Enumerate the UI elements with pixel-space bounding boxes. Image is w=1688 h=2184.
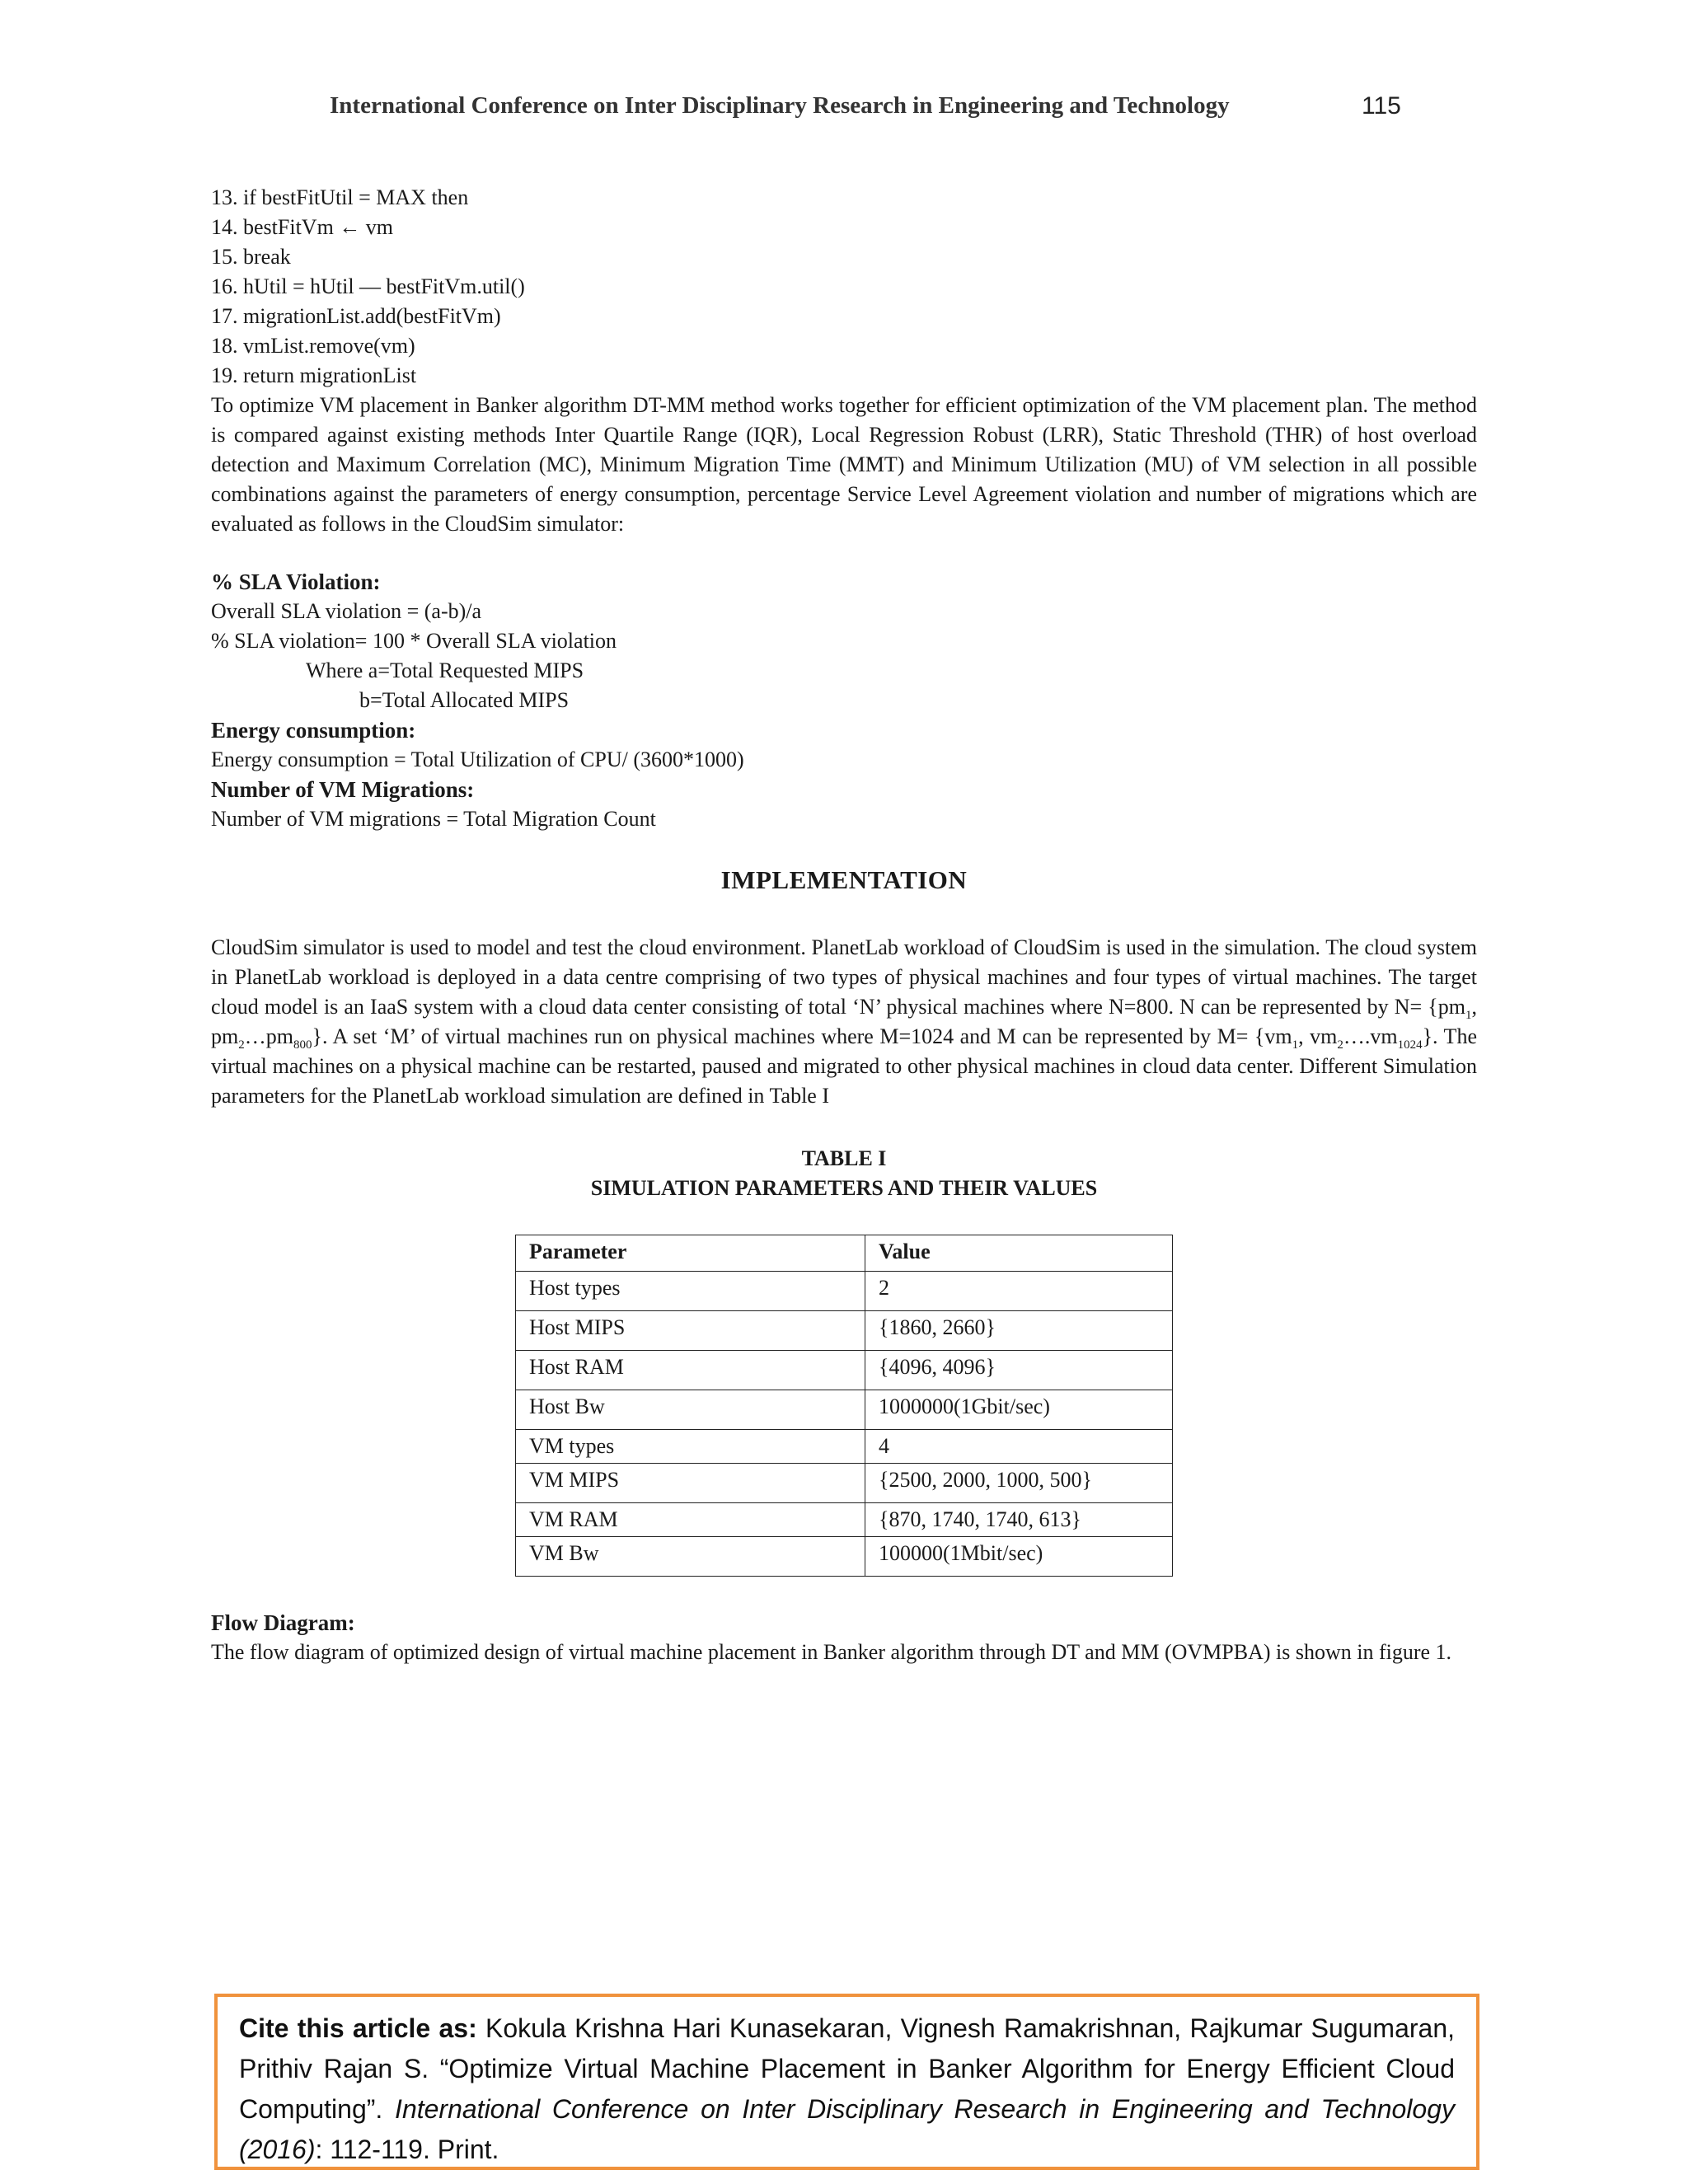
- sla-heading: % SLA Violation:: [211, 569, 381, 594]
- table-cell: Host types: [516, 1272, 865, 1311]
- table-row: [516, 1272, 1173, 1311]
- algorithm-line: 13. if bestFitUtil = MAX then: [211, 185, 469, 209]
- table-cell: {1860, 2660}: [865, 1311, 1173, 1351]
- table-row: [516, 1464, 1173, 1503]
- citation-box: [214, 1994, 1479, 2170]
- migrations-heading: Number of VM Migrations:: [211, 777, 475, 802]
- citation-pages: : 112-119. Print.: [315, 2135, 499, 2164]
- flow-diagram-heading: Flow Diagram:: [211, 1610, 355, 1635]
- table-row: [516, 1351, 1173, 1390]
- table-cell: Host MIPS: [516, 1311, 865, 1351]
- simulation-parameters-table: [515, 1235, 1173, 1577]
- table-cell: VM MIPS: [516, 1464, 865, 1503]
- algorithm-line: 19. return migrationList: [211, 363, 417, 387]
- table-cell: {4096, 4096}: [865, 1351, 1173, 1390]
- table-cell: VM types: [516, 1430, 865, 1464]
- table-cell: Host RAM: [516, 1351, 865, 1390]
- algorithm-line: 14. bestFitVm ← vm: [211, 215, 394, 239]
- table-row: [516, 1537, 1173, 1577]
- algorithm-line: 17. migrationList.add(bestFitVm): [211, 304, 501, 328]
- algorithm-listing: [211, 183, 1477, 391]
- sla-where-a: Where a=Total Requested MIPS: [306, 658, 584, 682]
- table-cell: VM Bw: [516, 1537, 865, 1577]
- energy-formula: Energy consumption = Total Utilization of CPU/ (3600*1000): [211, 748, 744, 771]
- table-row: [516, 1430, 1173, 1464]
- table-cell: 1000000(1Gbit/sec): [865, 1390, 1173, 1430]
- sla-where-b: b=Total Allocated MIPS: [359, 688, 570, 712]
- algorithm-line: 15. break: [211, 245, 291, 269]
- table-header-cell: Parameter: [516, 1235, 865, 1272]
- table-cell: {870, 1740, 1740, 613}: [865, 1503, 1173, 1537]
- table-row: [516, 1390, 1173, 1430]
- table-header-cell: Value: [865, 1235, 1173, 1272]
- migrations-formula: Number of VM migrations = Total Migration Count: [211, 807, 656, 831]
- table-number: TABLE I: [801, 1146, 887, 1170]
- table-row: [516, 1503, 1173, 1537]
- table-title: SIMULATION PARAMETERS AND THEIR VALUES: [590, 1176, 1098, 1200]
- citation-authors-title: Kokula Krishna Hari Kunasekaran, Vignesh Ramakrishnan, Rajkumar Sugumaran, Prithiv Rajan S. “Optimize Virtual Machine Placement in Banker Algorithm for Energy Efficient Cloud Computing”.: [239, 2013, 1456, 2124]
- implementation-paragraph: CloudSim simulator is used to model and test the cloud environment. PlanetLab workload of CloudSim is used in the simulation. The cloud system in PlanetLab workload is deployed in a data centre comprising of two types of physical machines and four types of virtual machines. The target cloud model is an IaaS system with a cloud data center consisting of total ‘N’ physical machines where N=800. N can be represented by $N= \{pm_1$, $pm_2\dots pm_{800}$}. A set ‘M’ of virtual machines run on physical machines where M=1024 and M can be represented by $M= \{vm_1$, $vm_2\dots.vm_{1024}$}. The virtual machines on a physical machine can be restarted, paused and migrated to other physical machines in cloud data center. Different Simulation parameters for the PlanetLab workload simulation are defined in Table I: [211, 935, 1477, 1108]
- intro-paragraph: To optimize VM placement in Banker algorithm DT-MM method works together for efficient optimization of the VM placement plan. The method is compared against existing methods Inter Quartile Range (IQR), Local Regression Robust (LRR), Static Threshold (THR) of host overload detection and Maximum Correlation (MC), Minimum Migration Time (MMT) and Minimum Utilization (MU) of VM selection in all possible combinations against the parameters of energy consumption, percentage Service Level Agreement violation and number of migrations which are evaluated as follows in the CloudSim simulator:: [211, 393, 1477, 536]
- running-header: International Conference on Inter Disciplinary Research in Engineering and Technology: [330, 92, 1230, 119]
- table-caption: [211, 1144, 1477, 1203]
- sla-formula-1: Overall SLA violation = (a-b)/a: [211, 599, 482, 623]
- table-cell: 4: [865, 1430, 1173, 1464]
- energy-heading: Energy consumption:: [211, 718, 416, 743]
- table-cell: 100000(1Mbit/sec): [865, 1537, 1173, 1577]
- table-cell: 2: [865, 1272, 1173, 1311]
- algorithm-line: 18. vmList.remove(vm): [211, 334, 415, 358]
- table-row: [516, 1311, 1173, 1351]
- citation-venue: International Conference on Inter Disciplinary Research in Engineering and Technology (2016): [239, 2094, 1456, 2164]
- citation-label: Cite this article as:: [239, 2013, 477, 2043]
- table-cell: {2500, 2000, 1000, 500}: [865, 1464, 1173, 1503]
- page-number: 115: [1362, 92, 1401, 120]
- section-title-implementation: IMPLEMENTATION: [720, 865, 968, 894]
- table-cell: VM RAM: [516, 1503, 865, 1537]
- algorithm-line: 16. hUtil = hUtil — bestFitVm.util(): [211, 274, 525, 298]
- table-cell: Host Bw: [516, 1390, 865, 1430]
- page-body: [211, 183, 1477, 1667]
- flow-diagram-text: The flow diagram of optimized design of virtual machine placement in Banker algorithm through DT and MM (OVMPBA) is shown in figure 1.: [211, 1640, 1452, 1664]
- table-header-row: [516, 1235, 1173, 1272]
- sla-formula-2: % SLA violation= 100 * Overall SLA violation: [211, 629, 617, 653]
